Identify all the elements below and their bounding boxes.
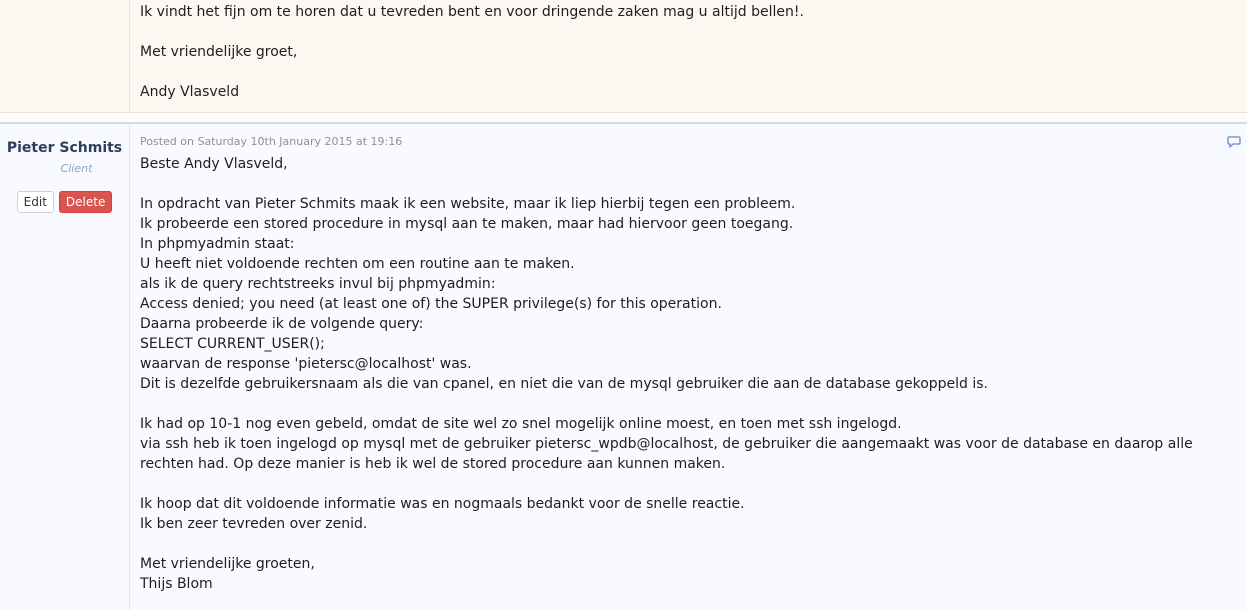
author-role: Client xyxy=(60,162,93,175)
delete-button[interactable]: Delete xyxy=(59,191,112,213)
speech-bubble-icon[interactable] xyxy=(1227,136,1241,152)
staff-reply-sidebar xyxy=(0,0,130,112)
author-name: Pieter Schmits xyxy=(6,140,123,156)
staff-reply-body: Ik vindt het fijn om te horen dat u tevreden bent en voor dringende zaken mag u altijd bellen!. Met vriendelijke groet, Andy Vlasveld xyxy=(140,4,804,100)
posted-timestamp: Posted on Saturday 10th January 2015 at 19:16 xyxy=(140,135,403,148)
staff-reply xyxy=(0,0,1247,113)
reply-separator xyxy=(0,113,1247,122)
client-reply-sidebar xyxy=(0,124,130,610)
client-reply-body: Beste Andy Vlasveld, In opdracht van Pieter Schmits maak ik een website, maar ik liep hierbij tegen een probleem. Ik probeerde een stored procedure in mysql aan te maken, maar had hiervoor geen toegang. In phpmyadmin staat: U heeft niet voldoende rechten om een routine aan te maken. als ik de query rechtstreeks invul bij phpmyadmin: Access denied; you need (at least one of) the SUPER privilege(s) for this operation. Daarna probeerde ik de volgende query: SELECT CURRENT_USER(); waarvan de response 'pietersc@localhost' was. Dit is dezelfde gebruikersnaam als die van cpanel, en niet die van de mysql gebruiker die aan de database gekoppeld is. Ik had op 10-1 nog even gebeld, omdat de site wel zo snel mogelijk online moest, en toen met ssh ingelogd. via ssh heb ik toen ingelogd op mysql met de gebruiker pietersc_wpdb@localhost, de gebruiker die aangemaakt was voor de database en daarop alle rechten had. Op deze manier is heb ik wel de stored procedure aan kunnen maken. Ik hoop dat dit voldoende informatie was en nogmaals bedankt voor de snelle reactie. Ik ben zeer tevreden over zenid. Met vriendelijke groeten, Thijs Blom xyxy=(140,156,1193,592)
client-reply-content xyxy=(130,124,1247,610)
edit-button[interactable]: Edit xyxy=(17,191,54,213)
staff-reply-content xyxy=(130,0,1247,112)
client-reply xyxy=(0,122,1247,610)
reply-actions xyxy=(0,191,129,213)
